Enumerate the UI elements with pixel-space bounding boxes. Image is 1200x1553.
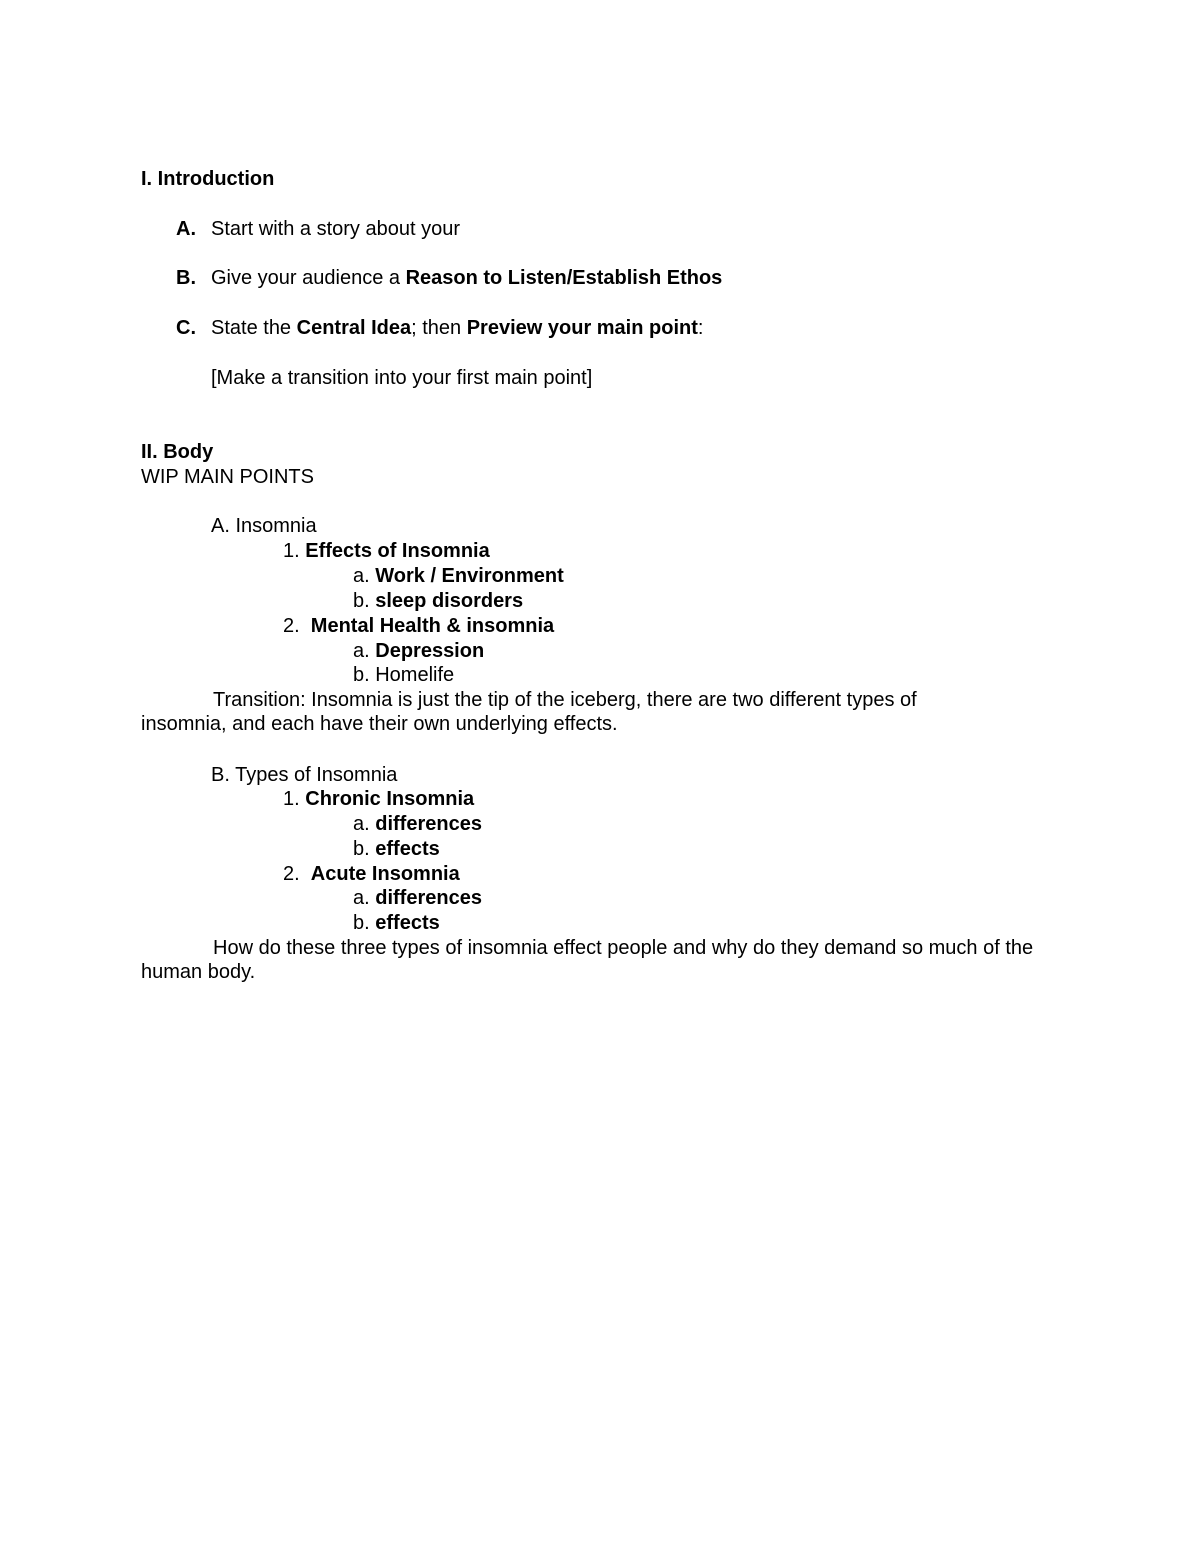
intro-item-a-text: Start with a story about your bbox=[211, 218, 461, 240]
intro-item-c bbox=[176, 316, 704, 340]
point-b-sub2-b bbox=[353, 911, 440, 935]
point-b-sub1-title: Chronic Insomnia bbox=[305, 788, 475, 810]
point-a-sub2-a-text: Depression bbox=[375, 640, 485, 662]
intro-item-b-letter: B. bbox=[176, 267, 196, 289]
point-b-sub1 bbox=[283, 787, 474, 811]
point-b-sub1-b-text: effects bbox=[375, 838, 440, 860]
point-a-sub1-a-letter: a. bbox=[353, 565, 376, 587]
intro-item-b-text: Give your audience a bbox=[211, 267, 406, 289]
point-b-sub2-title: Acute Insomnia bbox=[310, 863, 460, 885]
point-b-sub1-a-text: differences bbox=[375, 813, 482, 835]
intro-item-c-bold1: Central Idea bbox=[296, 317, 412, 339]
point-a-sub2-a-letter: a. bbox=[353, 640, 376, 662]
intro-item-b-bold: Reason to Listen/Establish Ethos bbox=[405, 267, 723, 289]
point-a-sub1 bbox=[283, 539, 490, 563]
point-b-sub2 bbox=[283, 862, 460, 886]
point-b-sub2-b-letter: b. bbox=[353, 912, 376, 934]
intro-item-a bbox=[176, 217, 461, 241]
point-b-label: B. Types of Insomnia bbox=[211, 764, 398, 786]
intro-transition: [Make a transition into your first main point] bbox=[211, 367, 593, 389]
intro-item-a-letter: A. bbox=[176, 218, 196, 240]
point-a-transition-text: Transition: Insomnia is just the tip of the iceberg, there are two different types of insomnia, and each have their own underlying effects. bbox=[141, 689, 917, 735]
point-b-sub1-b bbox=[353, 837, 440, 861]
point-b-sub1-a bbox=[353, 812, 482, 836]
point-a-transition bbox=[141, 688, 991, 736]
point-a-sub2-num: 2. bbox=[283, 615, 311, 637]
point-a-sub1-b-letter: b. bbox=[353, 590, 376, 612]
point-a-sub2-a bbox=[353, 639, 484, 663]
intro-item-c-pre: State the bbox=[211, 317, 297, 339]
point-a-sub1-b bbox=[353, 589, 523, 613]
body-subheading: WIP MAIN POINTS bbox=[141, 466, 314, 488]
point-a-sub2 bbox=[283, 614, 554, 638]
point-b-closing bbox=[141, 936, 1051, 984]
intro-item-c-mid: ; then bbox=[411, 317, 467, 339]
point-a-sub2-title: Mental Health & insomnia bbox=[310, 615, 555, 637]
intro-item-c-bold2: Preview your main point bbox=[466, 317, 698, 339]
intro-heading: I. Introduction bbox=[141, 168, 275, 190]
point-b-sub2-a bbox=[353, 886, 482, 910]
point-b-closing-text: How do these three types of insomnia effect people and why do they demand so much of the human body. bbox=[141, 937, 1034, 983]
intro-item-c-letter: C. bbox=[176, 317, 196, 339]
body-heading: II. Body bbox=[141, 441, 214, 463]
point-a-sub1-title: Effects of Insomnia bbox=[305, 540, 490, 562]
point-b-sub1-b-letter: b. bbox=[353, 838, 376, 860]
point-b-sub2-a-letter: a. bbox=[353, 887, 376, 909]
point-a-sub1-a-text: Work / Environment bbox=[375, 565, 564, 587]
point-a-sub1-num: 1. bbox=[283, 540, 306, 562]
point-b-sub2-num: 2. bbox=[283, 863, 311, 885]
point-b-sub1-num: 1. bbox=[283, 788, 306, 810]
intro-item-b bbox=[176, 266, 723, 290]
point-b-sub2-b-text: effects bbox=[375, 912, 440, 934]
point-b-sub2-a-text: differences bbox=[375, 887, 482, 909]
intro-item-c-post: : bbox=[697, 317, 704, 339]
point-a-sub2-b: b. Homelife bbox=[353, 664, 455, 686]
point-b-sub1-a-letter: a. bbox=[353, 813, 376, 835]
point-a-sub1-b-text: sleep disorders bbox=[375, 590, 524, 612]
point-a-label: A. Insomnia bbox=[211, 515, 317, 537]
point-a-sub1-a bbox=[353, 564, 564, 588]
